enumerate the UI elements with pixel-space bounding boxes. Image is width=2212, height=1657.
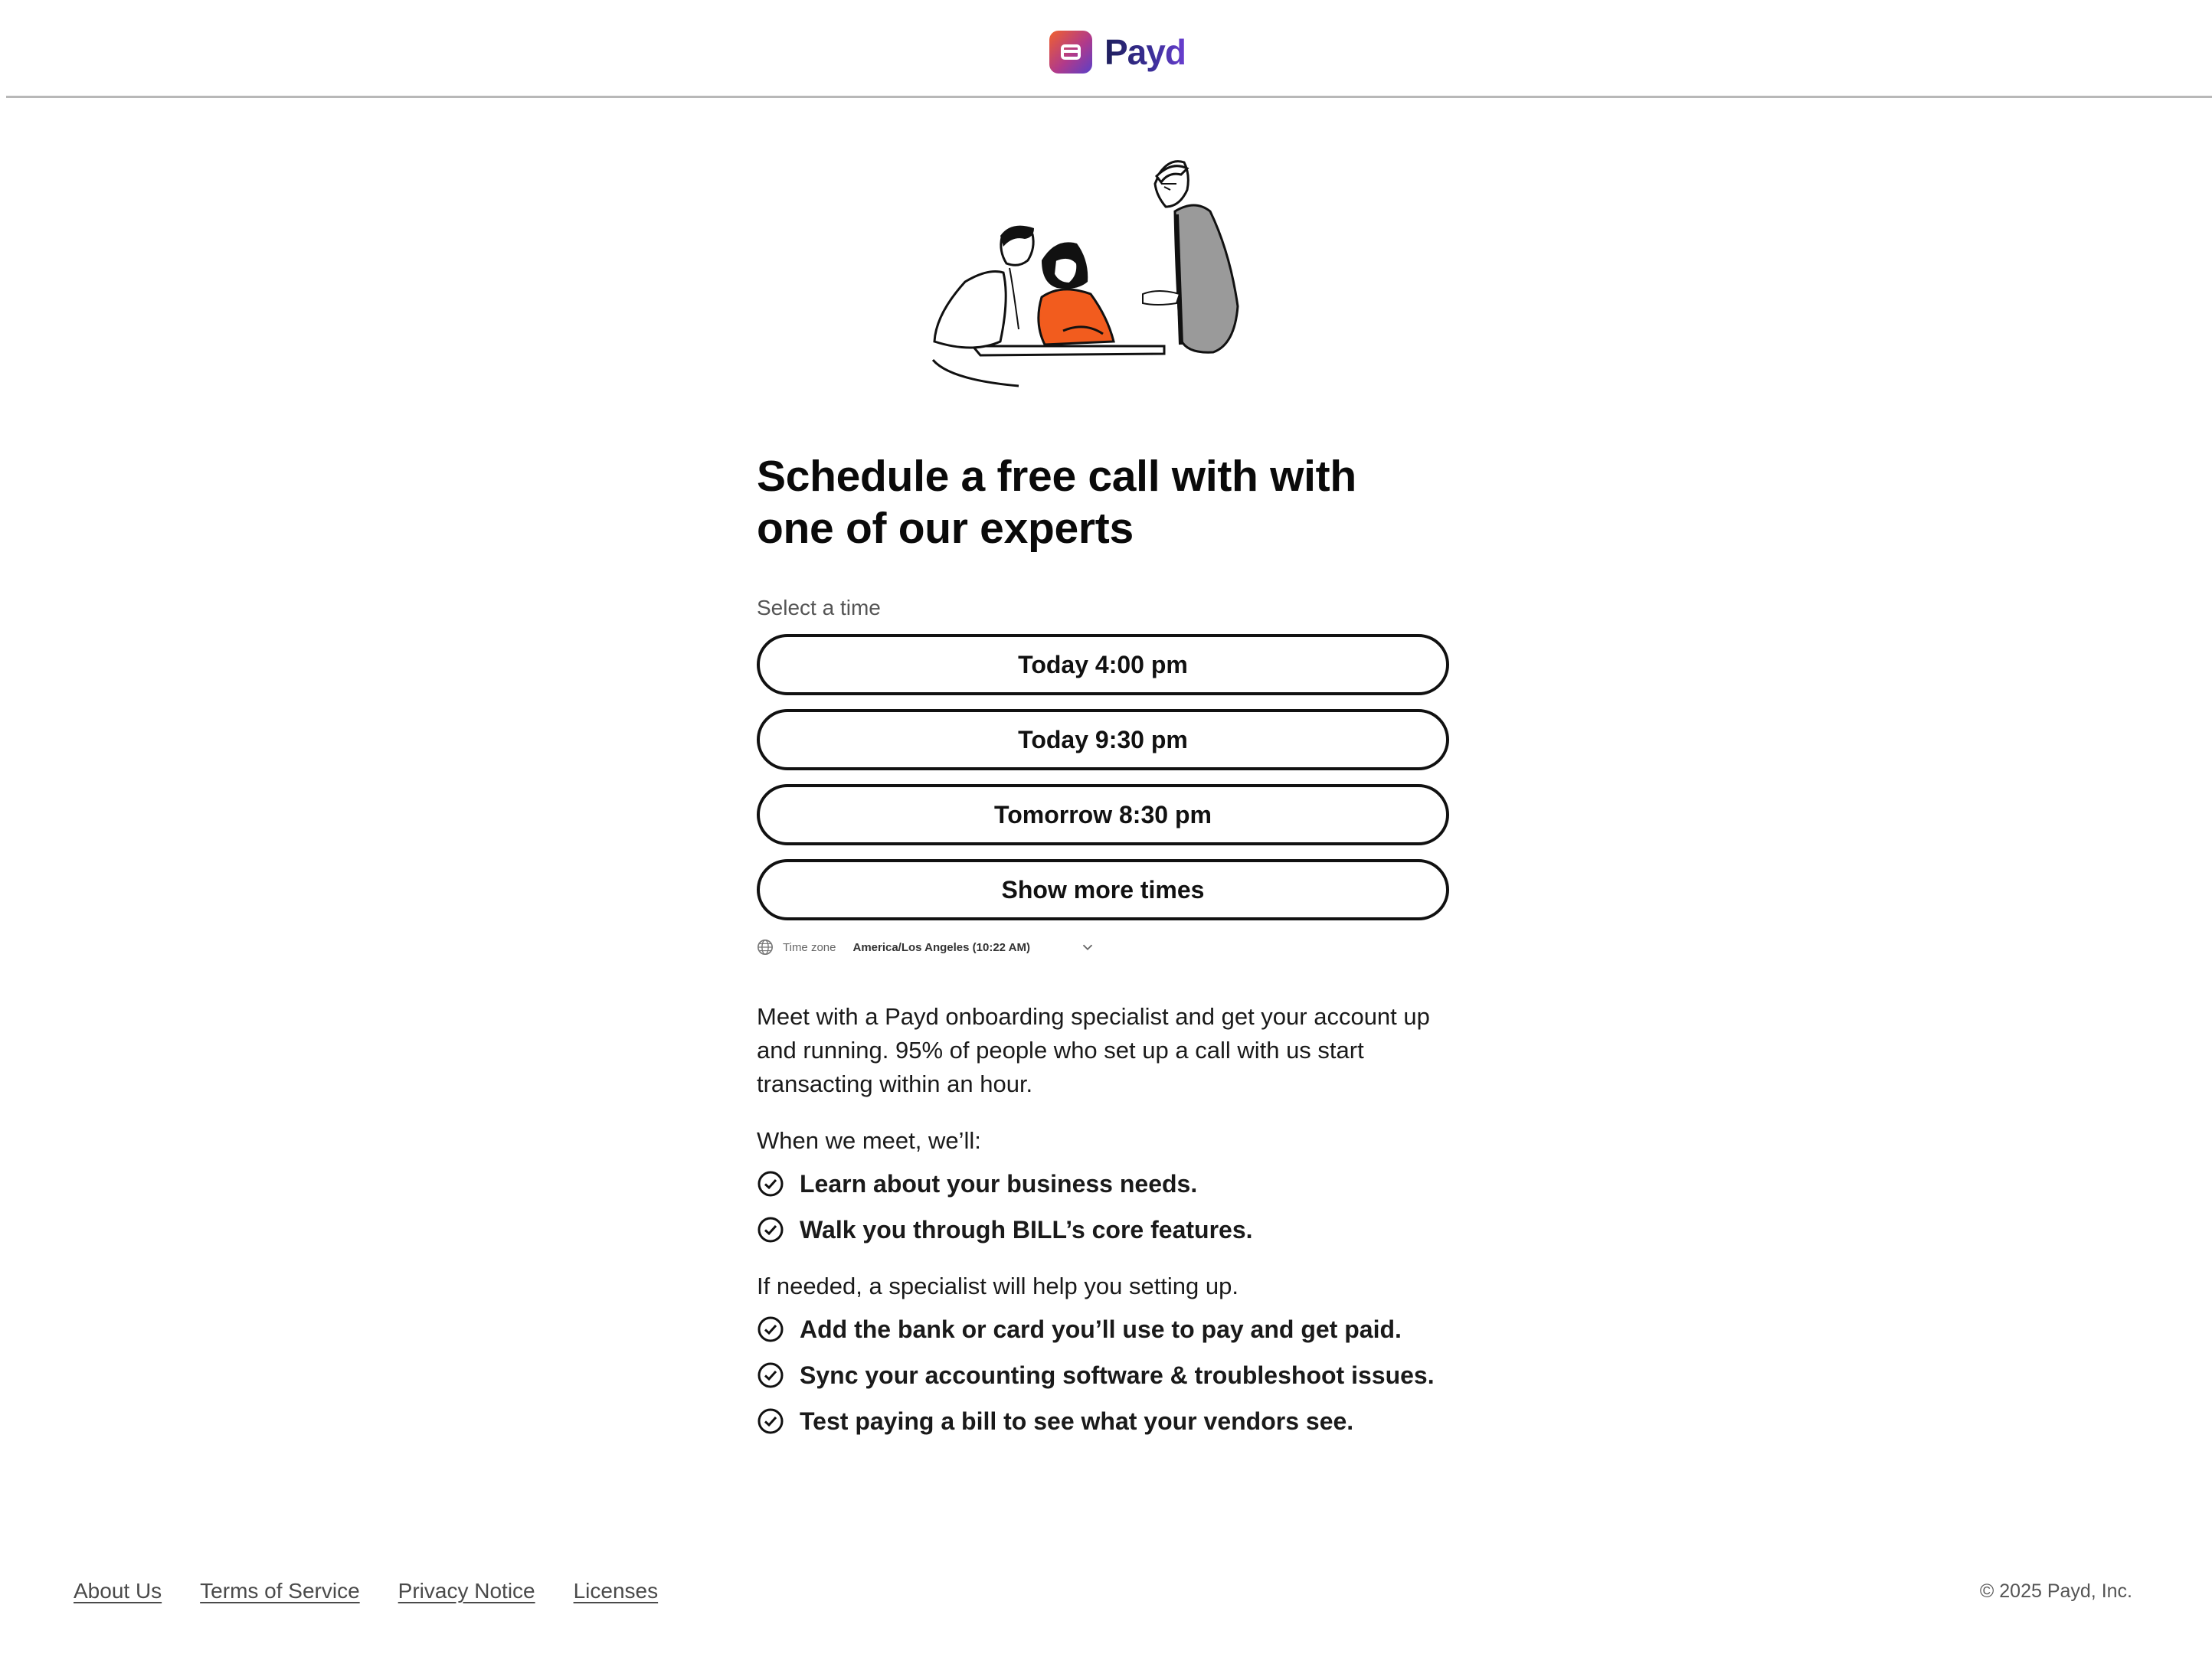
payd-logo-icon <box>1049 31 1092 74</box>
check-circle-icon <box>757 1315 784 1343</box>
time-slot-list <box>757 634 1449 920</box>
logo[interactable] <box>1049 31 1186 74</box>
check-circle-icon <box>757 1361 784 1389</box>
timezone-value: America/Los Angeles (10:22 AM) <box>852 940 1030 954</box>
time-slot-button[interactable]: Today 4:00 pm <box>757 634 1449 695</box>
list-item <box>757 1167 1449 1201</box>
chevron-down-icon <box>1079 939 1096 956</box>
footer-link-about-us[interactable]: About Us <box>74 1579 162 1603</box>
copyright: © 2025 Payd, Inc. <box>1979 1580 2132 1602</box>
setup-heading: If needed, a specialist will help you setting up. <box>757 1273 1239 1299</box>
list-item-text: Walk you through BILL’s core features. <box>800 1215 1253 1244</box>
check-circle-icon <box>757 1407 784 1435</box>
list-item <box>757 1213 1449 1247</box>
list-item <box>757 1358 1449 1392</box>
brand-name: Payd <box>1104 32 1186 72</box>
check-circle-icon <box>757 1216 784 1244</box>
setup-list <box>757 1312 1449 1438</box>
list-item <box>757 1312 1449 1346</box>
meet-list <box>757 1167 1449 1247</box>
main-content <box>757 450 1449 1438</box>
footer-link-privacy-notice[interactable]: Privacy Notice <box>398 1579 535 1603</box>
list-item <box>757 1404 1449 1438</box>
timezone-label: Time zone <box>783 940 836 954</box>
footer-link-terms-of-service[interactable]: Terms of Service <box>200 1579 360 1603</box>
time-slot-button[interactable]: Tomorrow 8:30 pm <box>757 784 1449 845</box>
list-item-text: Learn about your business needs. <box>800 1169 1198 1198</box>
description-text: Meet with a Payd onboarding specialist and get your account up and running. 95% of people who set up a call with us start transacting within an hour. <box>757 1003 1430 1097</box>
show-more-times-button[interactable]: Show more times <box>757 859 1449 920</box>
globe-icon <box>757 939 774 956</box>
header <box>6 0 2212 98</box>
team-meeting-illustration <box>927 153 1279 398</box>
select-time-label: Select a time <box>757 596 881 619</box>
footer-link-licenses[interactable]: Licenses <box>573 1579 659 1603</box>
page-title: Schedule a free call with with one of our experts <box>757 452 1356 553</box>
footer-links <box>74 1579 658 1603</box>
list-item-text: Test paying a bill to see what your vendors see. <box>800 1407 1354 1435</box>
list-item-text: Add the bank or card you’ll use to pay and get paid. <box>800 1315 1402 1343</box>
time-slot-button[interactable]: Today 9:30 pm <box>757 709 1449 770</box>
check-circle-icon <box>757 1170 784 1198</box>
timezone-selector[interactable] <box>757 936 1449 959</box>
meet-heading: When we meet, we’ll: <box>757 1127 981 1154</box>
list-item-text: Sync your accounting software & troubleshoot issues. <box>800 1361 1435 1389</box>
